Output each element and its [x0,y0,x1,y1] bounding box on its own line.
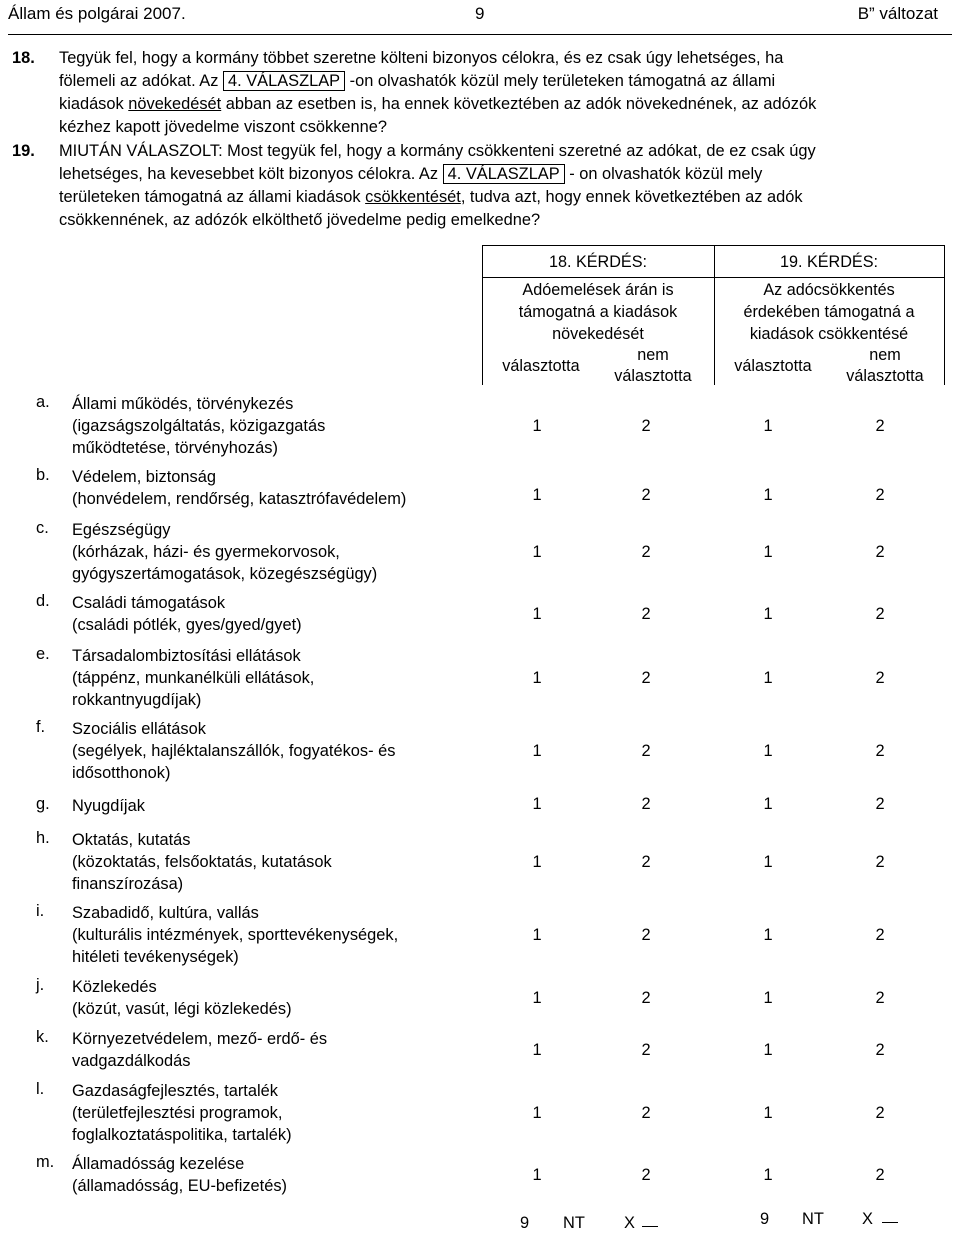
row-label [72,592,467,636]
row-label [72,718,467,784]
col-18-not-chosen-line-1: nem [637,346,669,364]
col-19-title: 19. KÉRDÉS: [779,253,879,271]
answer-code[interactable]: 1 [532,1166,542,1184]
footer-19-code-9: 9 [760,1210,770,1228]
answer-code[interactable]: 2 [875,543,885,561]
row-label-line: Állami működés, törvénykezés [72,395,294,413]
q18-line-2 [59,70,949,93]
row-label-line: (kórházak, házi- és gyermekorvosok, [72,543,340,561]
row-letter: m. [36,1153,55,1171]
col-19-desc-line-2: érdekében támogatná a [743,303,915,321]
row-label-line: (kulturális intézmények, sporttevékenységek, [72,926,399,944]
answer-code[interactable]: 1 [532,605,542,623]
answer-code[interactable]: 1 [763,1041,773,1059]
row-label-line: Egészségügy [72,521,171,539]
answer-code[interactable]: 2 [875,669,885,687]
answer-code[interactable]: 2 [875,486,885,504]
col-19-desc-line-1: Az adócsökkentés [763,281,895,299]
answer-code[interactable]: 1 [532,417,542,435]
answer-code[interactable]: 2 [875,1166,885,1184]
q18-line-4: kézhez kapott jövedelme viszont csökkenne? [59,118,387,136]
answer-code[interactable]: 1 [532,669,542,687]
row-label [72,829,467,895]
q19-line-2 [59,163,949,186]
col-19-chosen-label: választotta [734,357,812,375]
page-number: 9 [475,4,485,23]
answer-code[interactable]: 2 [875,417,885,435]
q18-line-2a: fölemeli az adókat. Az [59,72,219,90]
q19-line-3a: területeken támogatná az állami kiadások [59,188,361,206]
question-18 [12,47,942,143]
answer-code[interactable]: 1 [763,1166,773,1184]
row-label-line: működtetése, törvényhozás) [72,439,278,457]
answer-code[interactable]: 1 [532,795,542,813]
answer-code[interactable]: 1 [532,989,542,1007]
q18-line-2b: -on olvashatók közül mely területeken támogatná az állami [349,72,776,90]
footer-18-code-x: X [624,1214,635,1232]
header-right: B” változat [857,4,938,23]
row-label-line: Szabadidő, kultúra, vallás [72,904,259,922]
row-label-line: (államadósság, EU-befizetés) [72,1177,287,1195]
row-label-line: Államadósság kezelése [72,1155,245,1173]
col-18-description [482,279,714,345]
row-label-line: (honvédelem, rendőrség, katasztrófavédelem) [72,490,407,508]
row-label-line: (családi pótlék, gyes/gyed/gyet) [72,616,302,634]
footer-19-dash [882,1222,898,1223]
row-letter: k. [36,1028,49,1046]
footer-18-dash [642,1226,658,1227]
q19-line-2b: - on olvashatók közül mely [569,165,763,183]
answer-code[interactable]: 2 [641,605,651,623]
answer-code[interactable]: 1 [763,605,773,623]
answer-code[interactable]: 2 [875,1104,885,1122]
row-label-line: Szociális ellátások [72,720,206,738]
q19-answer-card-box: 4. VÁLASZLAP [443,164,565,184]
row-letter: l. [36,1080,45,1098]
answer-code[interactable]: 1 [532,1041,542,1059]
answer-code[interactable]: 1 [532,543,542,561]
row-label [72,902,467,968]
row-label-line: Gazdaságfejlesztés, tartalék [72,1082,278,1100]
answer-code[interactable]: 2 [641,543,651,561]
row-label-line: (táppénz, munkanélküli ellátások, [72,669,315,687]
answer-code[interactable]: 2 [875,853,885,871]
answer-code[interactable]: 1 [763,417,773,435]
q18-answer-card-box: 4. VÁLASZLAP [223,71,345,91]
row-label-line: rokkantnyugdíjak) [72,691,202,709]
answer-code[interactable]: 2 [875,795,885,813]
answer-code[interactable]: 2 [641,926,651,944]
answer-code[interactable]: 1 [763,795,773,813]
q18-underlined-word: növekedését [128,95,222,113]
row-letter: d. [36,592,50,610]
row-label-line: (közoktatás, felsőoktatás, kutatások [72,853,332,871]
q19-line-2a: lehetséges, ha kevesebbet költ bizonyos célokra. Az [59,165,439,183]
row-letter: h. [36,829,50,847]
q18-line-3a: kiadások [59,95,124,113]
q19-line-3 [59,186,949,209]
row-label-line: Nyugdíjak [72,797,145,815]
col-18-desc-line-3: növekedését [552,325,644,343]
answer-code[interactable]: 2 [875,1041,885,1059]
answer-code[interactable]: 1 [763,1104,773,1122]
row-label-line: (igazságszolgáltatás, közigazgatás [72,417,326,435]
row-letter: j. [36,976,45,994]
answer-code[interactable]: 1 [532,1104,542,1122]
question-18-number: 18. [12,49,35,67]
col-19-desc-line-3: kiadások csökkentésé [749,325,909,343]
q18-line-3 [59,93,949,116]
col-18-not-chosen-line-2: választotta [614,367,692,385]
row-label [72,1028,467,1072]
footer-18-code-9: 9 [520,1214,530,1232]
q18-line-1: Tegyük fel, hogy a kormány többet szeretne költeni bizonyos célokra, és ez csak úgy lehetséges, ha [59,49,784,67]
row-label [72,976,467,1020]
col-18-title: 18. KÉRDÉS: [548,253,648,271]
col-19-not-chosen-line-2: választotta [846,367,924,385]
answer-code[interactable]: 2 [641,486,651,504]
row-label-line: vadgazdálkodás [72,1052,191,1070]
answer-code[interactable]: 2 [641,669,651,687]
answer-code[interactable]: 2 [875,605,885,623]
row-label-line: foglalkoztatáspolitika, tartalék) [72,1126,292,1144]
answer-code[interactable]: 1 [763,926,773,944]
row-label-line: finanszírozása) [72,875,184,893]
col-18-desc-line-1: Adóemelések árán is [522,281,674,299]
answer-code[interactable]: 1 [763,989,773,1007]
answer-code[interactable]: 2 [875,989,885,1007]
row-label [72,519,467,585]
row-label-line: idősotthonok) [72,764,171,782]
header-left: Állam és polgárai 2007. [8,4,186,23]
footer-18-code-nt: NT [563,1214,585,1232]
answer-code[interactable]: 2 [641,795,651,813]
answer-code[interactable]: 2 [641,989,651,1007]
question-19 [12,140,942,232]
row-label [72,466,467,510]
q19-line-3b: , tudva azt, hogy ennek következtében az adók [460,188,803,206]
col-19-description [714,279,944,345]
row-label-line: Védelem, biztonság [72,468,216,486]
row-label-line: hitéleti tevékenységek) [72,948,239,966]
answer-code[interactable]: 1 [763,853,773,871]
answer-code[interactable]: 1 [532,853,542,871]
row-label [72,1153,467,1197]
row-label-line: (területfejlesztési programok, [72,1104,283,1122]
row-label-line: Környezetvédelem, mező- erdő- és [72,1030,328,1048]
row-letter: i. [36,902,45,920]
row-label [72,795,467,817]
answer-code[interactable]: 1 [763,543,773,561]
row-label-line: Oktatás, kutatás [72,831,191,849]
q19-line-1: MIUTÁN VÁLASZOLT: Most tegyük fel, hogy a kormány csökkenteni szeretné az adókat, de ez csak úgy [59,142,816,160]
footer-19-code-x: X [862,1210,873,1228]
answer-code[interactable]: 2 [641,853,651,871]
row-label [72,1080,467,1146]
row-letter: g. [36,795,50,813]
row-letter: b. [36,466,50,484]
answer-code[interactable]: 1 [532,742,542,760]
grid-line-top [482,245,944,246]
col-19-not-chosen-line-1: nem [869,346,901,364]
answer-code[interactable]: 1 [763,742,773,760]
row-label-line: (segélyek, hajléktalanszállók, fogyatékos- és [72,742,396,760]
answer-code[interactable]: 2 [641,1041,651,1059]
col-18-not-chosen-label [594,345,712,387]
question-18-text [59,47,949,139]
answer-code[interactable]: 1 [763,669,773,687]
answer-code[interactable]: 2 [641,1166,651,1184]
col-18-desc-line-2: támogatná a kiadások [518,303,678,321]
answer-code[interactable]: 1 [763,486,773,504]
header-divider [8,34,952,35]
grid-line-under-titles [482,277,944,278]
row-label-line: (közút, vasút, légi közlekedés) [72,1000,292,1018]
footer-19-code-nt: NT [802,1210,824,1228]
row-label-line: Családi támogatások [72,594,226,612]
row-label [72,393,467,459]
answer-code[interactable]: 2 [641,742,651,760]
col-18-chosen-label: választotta [502,357,580,375]
col-19-not-chosen-label [826,345,944,387]
row-letter: e. [36,645,50,663]
q19-underlined-word: csökkentését [365,188,461,206]
row-label [72,645,467,711]
row-label-line: gyógyszertámogatások, közegészségügy) [72,565,378,583]
row-letter: a. [36,393,50,411]
row-label-line: Társadalombiztosítási ellátások [72,647,301,665]
answer-code[interactable]: 2 [875,926,885,944]
q19-line-4: csökkennének, az adózók elkölthető jövedelme pedig emelkedne? [59,211,541,229]
question-19-text [59,140,949,232]
question-19-number: 19. [12,142,35,160]
grid-line-right [944,245,945,385]
q18-line-3b: abban az esetben is, ha ennek következtében az adók növekednének, az adózók [225,95,817,113]
answer-code[interactable]: 1 [532,486,542,504]
answer-code[interactable]: 2 [641,1104,651,1122]
answer-code[interactable]: 1 [532,926,542,944]
answer-code[interactable]: 2 [875,742,885,760]
row-letter: c. [36,519,49,537]
row-letter: f. [36,718,46,736]
row-label-line: Közlekedés [72,978,157,996]
answer-code[interactable]: 2 [641,417,651,435]
